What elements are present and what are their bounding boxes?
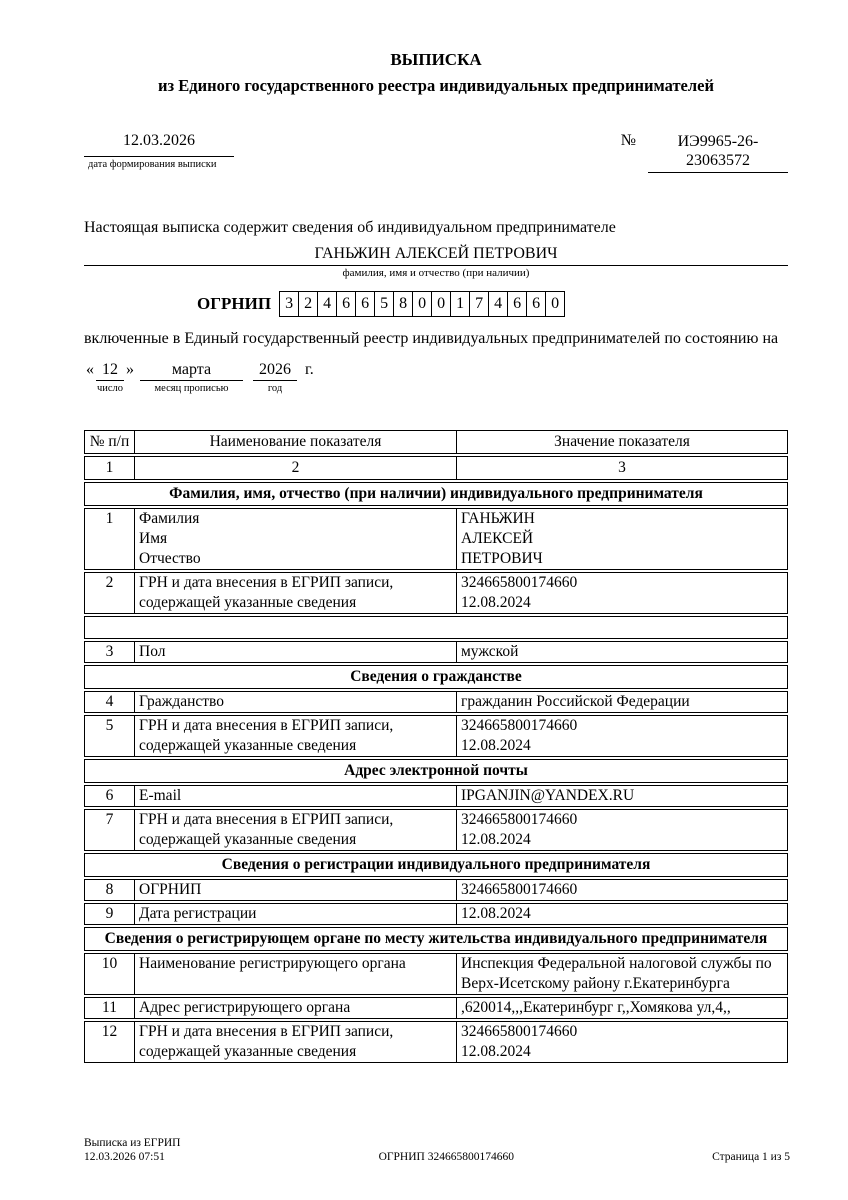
state-date-month-field	[140, 361, 243, 394]
row-indicator-value: ГАНЬЖИН АЛЕКСЕЙ ПЕТРОВИЧ	[456, 509, 787, 569]
table-row	[84, 997, 788, 1019]
row-number: 10	[101, 955, 118, 972]
table-colnumber-row	[84, 456, 788, 480]
row-number: 5	[105, 717, 114, 734]
row-indicator-name: ГРН и дата внесения в ЕГРИП записи, содержащей указанные сведения	[134, 573, 456, 613]
row-indicator-value: Инспекция Федеральной налоговой службы по Верх-Исетскому району г.Екатеринбурга	[456, 954, 787, 994]
ogrnip-digit: 3	[279, 291, 299, 317]
ogrnip-digit: 7	[469, 291, 489, 317]
table-row	[84, 785, 788, 807]
row-indicator-value: 324665800174660 12.08.2024	[456, 1022, 787, 1062]
ogrnip-digit: 0	[412, 291, 432, 317]
row-indicator-name: Адрес регистрирующего органа	[134, 998, 456, 1018]
table-row	[84, 953, 788, 995]
document-number-line2: 23063572	[686, 152, 750, 169]
colnumber-2: 2	[134, 457, 456, 479]
state-date-day-label: число	[96, 383, 124, 394]
row-indicator-value: 324665800174660 12.08.2024	[456, 573, 787, 613]
state-date-day-field	[96, 361, 124, 394]
document-title: ВЫПИСКА	[390, 50, 482, 69]
document-subtitle: из Единого государственного реестра индивидуальных предпринимателей	[158, 76, 714, 95]
ogrnip-digit: 6	[336, 291, 356, 317]
row-indicator-value: мужской	[456, 642, 787, 662]
table-row	[84, 572, 788, 614]
row-indicator-value: IPGANJIN@YANDEX.RU	[456, 786, 787, 806]
row-number: 4	[105, 693, 114, 710]
row-indicator-name: Дата регистрации	[134, 904, 456, 924]
table-row	[84, 1021, 788, 1063]
table-spacer-row	[84, 616, 788, 639]
ogrnip-digit: 4	[488, 291, 508, 317]
table-body	[84, 482, 788, 1063]
table-section-row: Сведения о регистрирующем органе по месту жительства индивидуального предпринимателя	[84, 927, 788, 951]
person-name-block	[84, 245, 788, 279]
footer-datetime: 12.03.2026 07:51	[84, 1151, 165, 1163]
row-indicator-value: 324665800174660 12.08.2024	[456, 810, 787, 850]
document-number-line1: ИЭ9965-26-	[677, 133, 759, 150]
state-date-row	[84, 361, 788, 394]
row-indicator-value: ,620014,,,Екатеринбург г,,Хомякова ул,4,,	[456, 998, 787, 1018]
table-row	[84, 879, 788, 901]
form-date-label: дата формирования выписки	[88, 159, 217, 170]
header-row	[84, 132, 788, 173]
table-row	[84, 508, 788, 570]
ogrnip-digit: 4	[317, 291, 337, 317]
ogrnip-digit: 6	[507, 291, 527, 317]
row-indicator-name: Наименование регистрирующего органа	[134, 954, 456, 994]
ogrnip-digit: 6	[526, 291, 546, 317]
indicators-table	[84, 430, 788, 1063]
footer-doc-type: Выписка из ЕГРИП	[84, 1137, 181, 1149]
table-section-row: Фамилия, имя, отчество (при наличии) индивидуального предпринимателя	[84, 482, 788, 506]
state-date-year-label: год	[267, 383, 283, 394]
ogrnip-digit: 0	[545, 291, 565, 317]
state-date-day: 12	[96, 361, 124, 381]
table-section-row: Сведения о регистрации индивидуального предпринимателя	[84, 853, 788, 877]
row-indicator-value: 12.08.2024	[456, 904, 787, 924]
row-indicator-name: ГРН и дата внесения в ЕГРИП записи, содержащей указанные сведения	[134, 716, 456, 756]
ogrnip-digit: 8	[393, 291, 413, 317]
header-col-name: Наименование показателя	[134, 431, 456, 453]
ogrnip-row	[197, 291, 788, 317]
row-indicator-name: Пол	[134, 642, 456, 662]
row-indicator-value: гражданин Российской Федерации	[456, 692, 787, 712]
table-section-row: Сведения о гражданстве	[84, 665, 788, 689]
ogrnip-digit: 6	[355, 291, 375, 317]
ogrnip-digit: 2	[298, 291, 318, 317]
row-number: 11	[102, 999, 117, 1016]
ogrnip-digit: 5	[374, 291, 394, 317]
form-date-block	[84, 132, 234, 170]
intro-text: Настоящая выписка содержит сведения об индивидуальном предпринимателе	[84, 219, 616, 236]
row-number: 12	[101, 1023, 118, 1040]
ogrnip-digit: 0	[431, 291, 451, 317]
header-col-num: № п/п	[89, 433, 130, 450]
colnumber-1: 1	[105, 459, 114, 476]
open-quote: «	[86, 361, 94, 378]
row-indicator-name: ГРН и дата внесения в ЕГРИП записи, содержащей указанные сведения	[134, 810, 456, 850]
form-date-value: 12.03.2026	[84, 132, 234, 157]
row-number: 7	[105, 811, 114, 828]
number-sign: №	[620, 132, 636, 149]
row-indicator-name: ГРН и дата внесения в ЕГРИП записи, содержащей указанные сведения	[134, 1022, 456, 1062]
table-section-row: Адрес электронной почты	[84, 759, 788, 783]
table-row	[84, 809, 788, 851]
colnumber-3: 3	[456, 457, 787, 479]
table-header-row	[84, 430, 788, 454]
document-number	[648, 132, 788, 173]
table-row	[84, 691, 788, 713]
row-number: 3	[105, 643, 114, 660]
row-number: 8	[105, 881, 114, 898]
row-indicator-value: 324665800174660	[456, 880, 787, 900]
row-number: 9	[105, 905, 114, 922]
document-number-block	[621, 132, 788, 173]
ogrnip-label: ОГРНИП	[197, 294, 272, 313]
person-name: ГАНЬЖИН АЛЕКСЕЙ ПЕТРОВИЧ	[84, 245, 788, 266]
close-quote: »	[126, 361, 134, 378]
footer-ogrnip: ОГРНИП 324665800174660	[378, 1151, 514, 1163]
ogrnip-digit-boxes	[279, 291, 565, 317]
ogrnip-digit: 1	[450, 291, 470, 317]
row-number: 6	[105, 787, 114, 804]
row-indicator-name: Гражданство	[134, 692, 456, 712]
state-date-month-label: месяц прописью	[154, 383, 229, 394]
row-number: 1	[105, 510, 114, 527]
table-row	[84, 641, 788, 663]
state-date-month: марта	[140, 361, 243, 381]
footer-page-number: Страница 1 из 5	[712, 1151, 790, 1163]
row-indicator-name: E-mail	[134, 786, 456, 806]
table-row	[84, 903, 788, 925]
table-row	[84, 715, 788, 757]
included-text: включенные в Единый государственный реестр индивидуальных предпринимателей по состоянию на	[84, 330, 779, 347]
row-number: 2	[105, 574, 114, 591]
person-name-label: фамилия, имя и отчество (при наличии)	[342, 267, 530, 279]
state-date-year: 2026	[253, 361, 297, 381]
page-footer	[84, 1136, 790, 1164]
row-indicator-value: 324665800174660 12.08.2024	[456, 716, 787, 756]
footer-left	[84, 1136, 180, 1164]
row-indicator-name: Фамилия Имя Отчество	[134, 509, 456, 569]
row-indicator-name: ОГРНИП	[134, 880, 456, 900]
state-date-year-field	[253, 361, 297, 394]
year-suffix: г.	[305, 361, 314, 378]
header-col-value: Значение показателя	[456, 431, 787, 453]
